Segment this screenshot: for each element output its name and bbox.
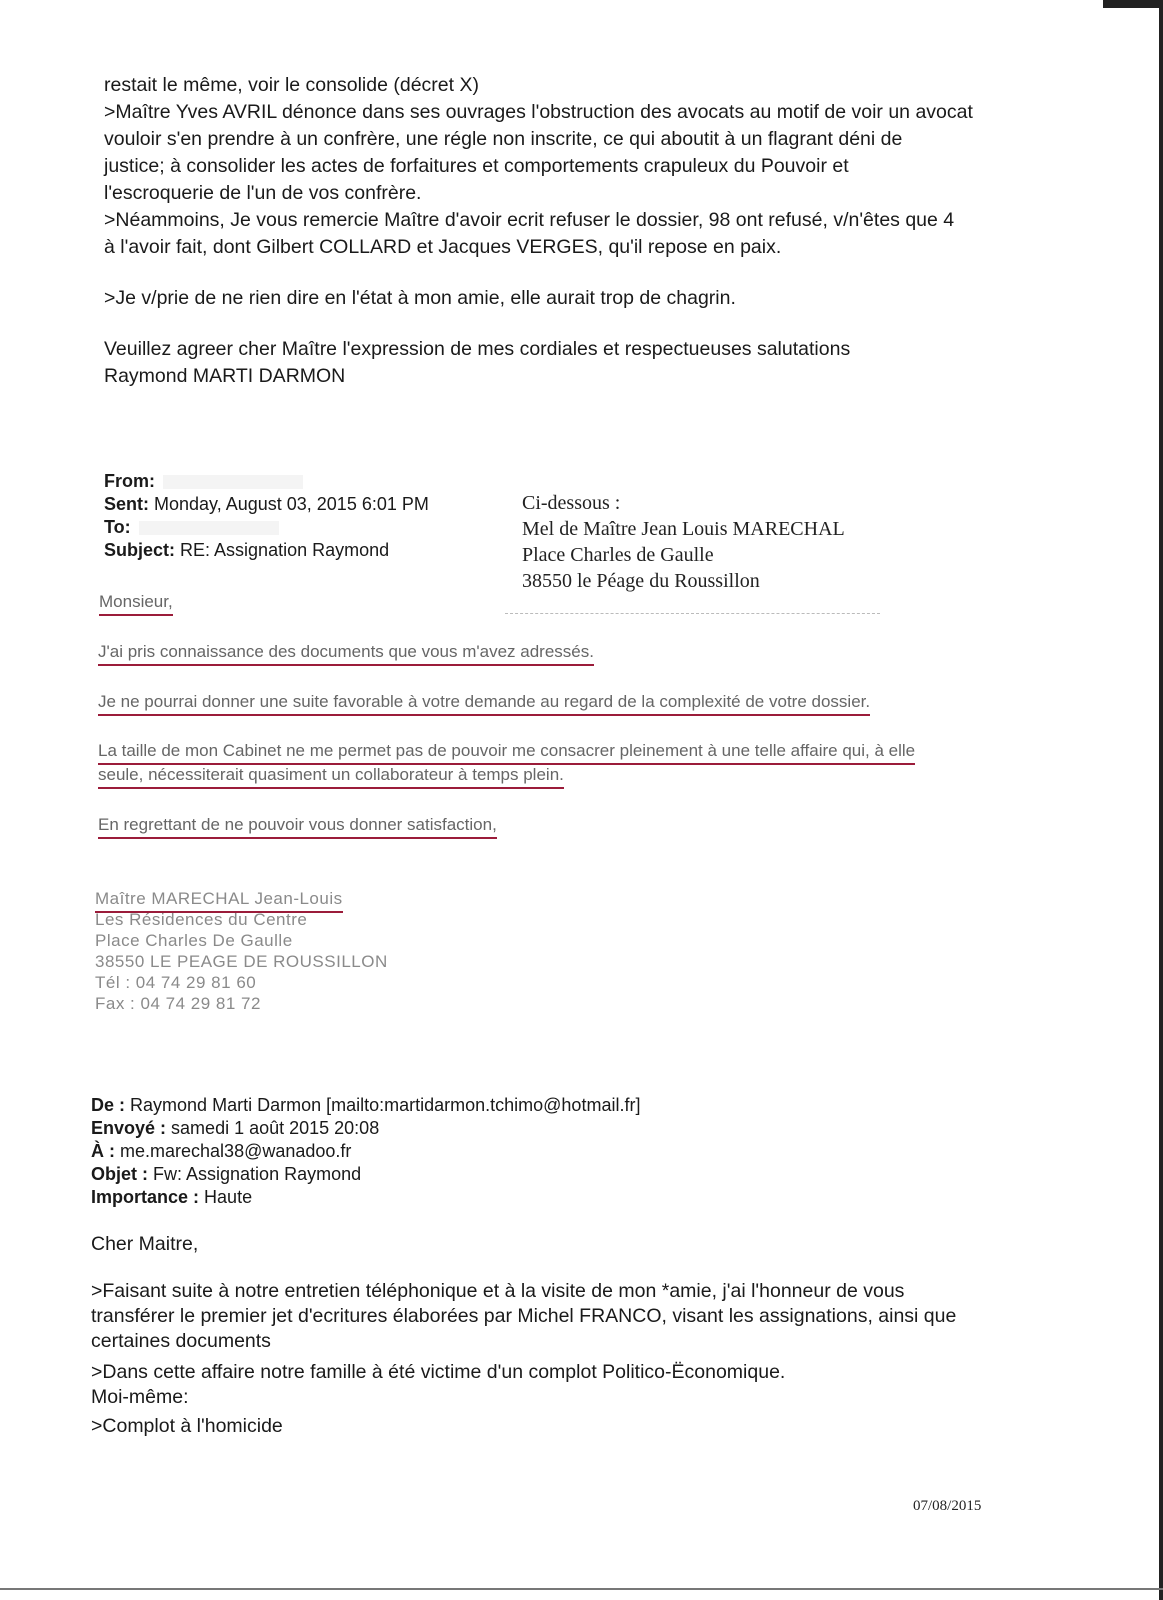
letter-line: >Néammoins, Je vous remercie Maître d'avoir ecrit refuser le dossier, 98 ont refusé, v/n'êtes que 4	[104, 209, 955, 231]
note-line: Place Charles de Gaulle	[522, 544, 714, 566]
subject-label: Subject:	[104, 540, 176, 560]
importance-value: Haute	[204, 1187, 253, 1207]
scan-edge-bottom	[0, 1588, 1163, 1590]
letter-signature: Raymond MARTI DARMON	[104, 365, 346, 387]
a-value: me.marechal38@wanadoo.fr	[120, 1141, 352, 1161]
note-line: 38550 le Péage du Roussillon	[522, 570, 760, 592]
reply-email-header	[104, 470, 429, 562]
redacted-field	[139, 521, 279, 535]
subject-value: RE: Assignation Raymond	[180, 540, 390, 560]
de-label: De :	[91, 1095, 126, 1115]
body-line: Moi-même:	[91, 1386, 189, 1408]
letter-line: l'escroquerie de l'un de vos confrère.	[104, 182, 422, 204]
reply-paragraph: En regrettant de ne pouvoir vous donner satisfaction,	[98, 815, 497, 839]
scan-edge-top	[1103, 0, 1163, 8]
de-value: Raymond Marti Darmon [mailto:martidarmon.tchimo@hotmail.fr]	[130, 1095, 641, 1115]
scan-edge-right	[1159, 0, 1163, 1600]
signature-line: Place Charles De Gaulle	[95, 931, 293, 950]
letter-line: >Maître Yves AVRIL dénonce dans ses ouvrages l'obstruction des avocats au motif de voir un avocat	[104, 101, 973, 123]
reply-paragraph: La taille de mon Cabinet ne me permet pas de pouvoir me consacrer pleinement à une telle affaire qui, à elle	[98, 741, 915, 765]
address-note	[522, 490, 845, 594]
objet-value: Fw: Assignation Raymond	[153, 1164, 362, 1184]
signature-line: Les Résidences du Centre	[95, 910, 308, 929]
objet-label: Objet :	[91, 1164, 148, 1184]
redacted-field	[163, 475, 303, 489]
signature-tel: Tél : 04 74 29 81 60	[95, 973, 257, 992]
signature-fax: Fax : 04 74 29 81 72	[95, 994, 261, 1013]
sent-value: Monday, August 03, 2015 6:01 PM	[154, 494, 429, 514]
reply-greeting: Monsieur,	[99, 592, 173, 616]
original-email-header	[91, 1094, 640, 1209]
lawyer-signature	[95, 888, 388, 1014]
from-label: From:	[104, 471, 155, 491]
note-divider	[505, 613, 880, 614]
original-email-body	[91, 1232, 1031, 1439]
body-line: >Faisant suite à notre entretien téléphonique et à la visite de mon *amie, j'ai l'honneur de vous	[91, 1280, 905, 1302]
note-line: Mel de Maître Jean Louis MARECHAL	[522, 518, 845, 540]
envoye-value: samedi 1 août 2015 20:08	[171, 1118, 380, 1138]
footer-date: 07/08/2015	[913, 1498, 982, 1514]
reply-paragraph: seule, nécessiterait quasiment un collaborateur à temps plein.	[98, 765, 564, 789]
letter-closing: Veuillez agreer cher Maître l'expression de mes cordiales et respectueuses salutations	[104, 338, 851, 360]
envoye-label: Envoyé :	[91, 1118, 167, 1138]
reply-paragraph: Je ne pourrai donner une suite favorable à votre demande au regard de la complexité de votre dossier.	[98, 692, 870, 716]
importance-label: Importance :	[91, 1187, 200, 1207]
sent-label: Sent:	[104, 494, 149, 514]
signature-line: 38550 LE PEAGE DE ROUSSILLON	[95, 952, 388, 971]
letter-request: >Je v/prie de ne rien dire en l'état à mon amie, elle aurait trop de chagrin.	[104, 287, 736, 309]
body-line: >Complot à l'homicide	[91, 1415, 283, 1437]
reply-paragraph: J'ai pris connaissance des documents que vous m'avez adressés.	[98, 642, 594, 666]
body-line: >Dans cette affaire notre famille à été victime d'un complot Politico-Ëconomique.	[91, 1361, 786, 1383]
lawyer-name: Maître MARECHAL Jean-Louis	[95, 889, 343, 913]
body-greeting: Cher Maitre,	[91, 1233, 199, 1255]
to-label: To:	[104, 517, 131, 537]
letter-line: à l'avoir fait, dont Gilbert COLLARD et Jacques VERGES, qu'il repose en paix.	[104, 236, 782, 258]
note-line: Ci-dessous :	[522, 492, 621, 514]
letter-line: justice; à consolider les actes de forfaitures et comportements crapuleux du Pouvoir et	[104, 155, 849, 177]
letter-line: restait le même, voir le consolide (décret X)	[104, 74, 479, 96]
letter-line: vouloir s'en prendre à un confrère, une régle non inscrite, ce qui aboutit à un flagrant déni de	[104, 128, 903, 150]
body-line: transférer le premier jet d'ecritures élaborées par Michel FRANCO, visant les assignations, ainsi que	[91, 1305, 957, 1327]
letter-body	[104, 72, 1044, 390]
body-line: certaines documents	[91, 1330, 271, 1352]
a-label: À :	[91, 1141, 115, 1161]
